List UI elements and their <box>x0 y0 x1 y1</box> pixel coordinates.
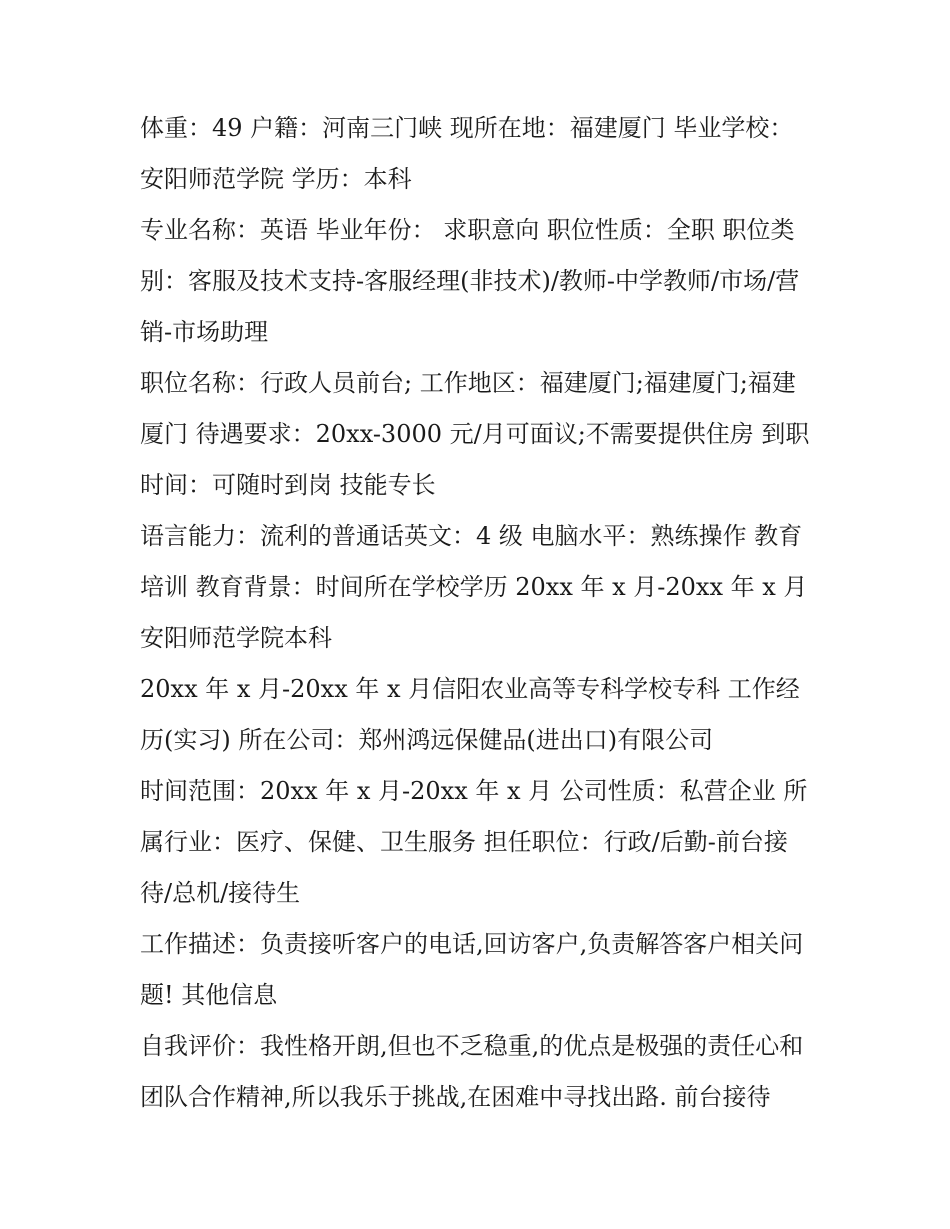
paragraph-self-evaluation: 自我评价：我性格开朗,但也不乏稳重,的优点是极强的责任心和团队合作精神,所以我乐于挑战,在困难中寻找出路. 前台接待 <box>140 1032 804 1111</box>
paragraph-skills-education: 语言能力：流利的普通话英文：4 级 电脑水平：熟练操作 教育培训 教育背景：时间所在学校学历 20xx 年 x 月-20xx 年 x 月安阳师范学院本科 <box>140 522 808 652</box>
paragraph-major-intention: 专业名称：英语 毕业年份： 求职意向 职位性质：全职 职位类别：客服及技术支持-客服经理(非技术)/教师-中学教师/市场/营销-市场助理 <box>140 216 800 346</box>
paragraph-work-description: 工作描述：负责接听客户的电话,回访客户,负责解答客户相关问题! 其他信息 <box>140 930 804 1009</box>
paragraph-work-details: 时间范围：20xx 年 x 月-20xx 年 x 月 公司性质：私营企业 所属行业：医疗、保健、卫生服务 担任职位：行政/后勤-前台接待/总机/接待生 <box>140 777 808 907</box>
paragraph-basic-info: 体重：49 户籍：河南三门峡 现所在地：福建厦门 毕业学校：安阳师范学院 学历：本科 <box>140 114 794 193</box>
paragraph-education-work: 20xx 年 x 月-20xx 年 x 月信阳农业高等专科学校专科 工作经历(实习) 所在公司：郑州鸿远保健品(进出口)有限公司 <box>140 675 800 754</box>
paragraph-position-requirements: 职位名称：行政人员前台; 工作地区：福建厦门;福建厦门;福建厦门 待遇要求：20xx-3000 元/月可面议;不需要提供住房 到职时间：可随时到岗 技能专长 <box>140 369 810 499</box>
document-body <box>140 103 810 1123</box>
